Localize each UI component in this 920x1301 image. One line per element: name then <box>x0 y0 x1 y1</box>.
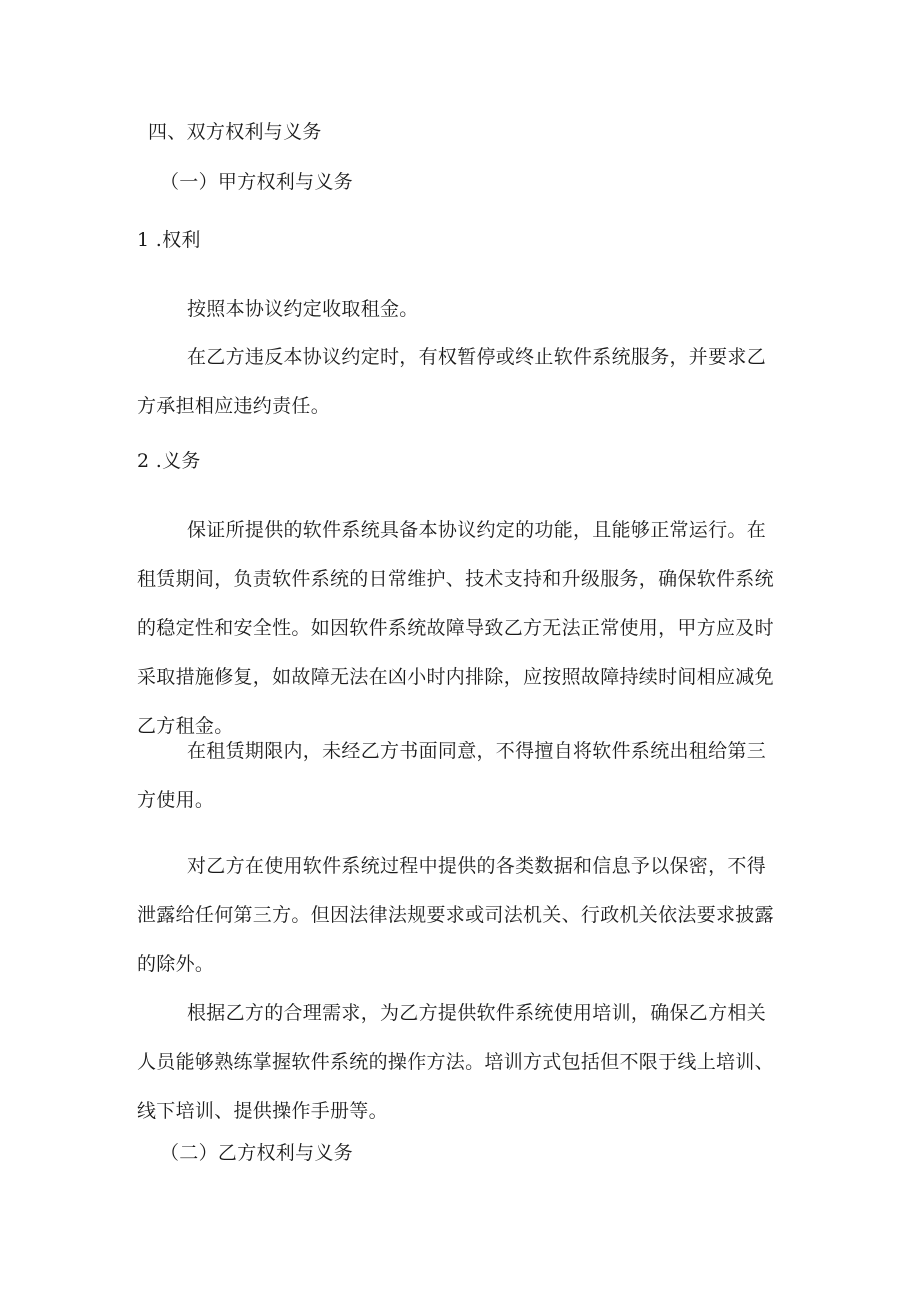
subsection-heading-party-a: （一）甲方权利与义务 <box>160 171 354 193</box>
duties-paragraph: 在租赁期限内，未经乙方书面同意，不得擅自将软件系统出租给第三方使用。 <box>137 740 767 811</box>
rights-paragraph: 在乙方违反本协议约定时，有权暂停或终止软件系统服务，并要求乙方承担相应违约责任。 <box>137 346 767 417</box>
duties-paragraph: 对乙方在使用软件系统过程中提供的各类数据和信息予以保密，不得泄露给任何第三方。但因法律法规要求或司法机关、行政机关依法要求披露的除外。 <box>137 855 774 975</box>
duties-heading: 2 .义务 <box>137 450 201 472</box>
duties-paragraph: 根据乙方的合理需求，为乙方提供软件系统使用培训，确保乙方相关人员能够熟练掌握软件系统的操作方法。培训方式包括但不限于线上培训、线下培训、提供操作手册等。 <box>137 1002 774 1122</box>
rights-paragraph: 按照本协议约定收取租金。 <box>187 298 419 320</box>
section-heading: 四、双方权利与义务 <box>148 121 322 143</box>
subsection-heading-party-b: （二）乙方权利与义务 <box>160 1142 354 1164</box>
rights-heading: 1 .权利 <box>137 229 201 251</box>
duties-paragraph: 保证所提供的软件系统具备本协议约定的功能，且能够正常运行。在租赁期间，负责软件系统的日常维护、技术支持和升级服务，确保软件系统的稳定性和安全性。如因软件系统故障导致乙方无法正常使用，甲方应及时采取措施修复，如故障无法在凶小时内排除，应按照故障持续时间相应减免乙方租金。 <box>137 519 774 737</box>
